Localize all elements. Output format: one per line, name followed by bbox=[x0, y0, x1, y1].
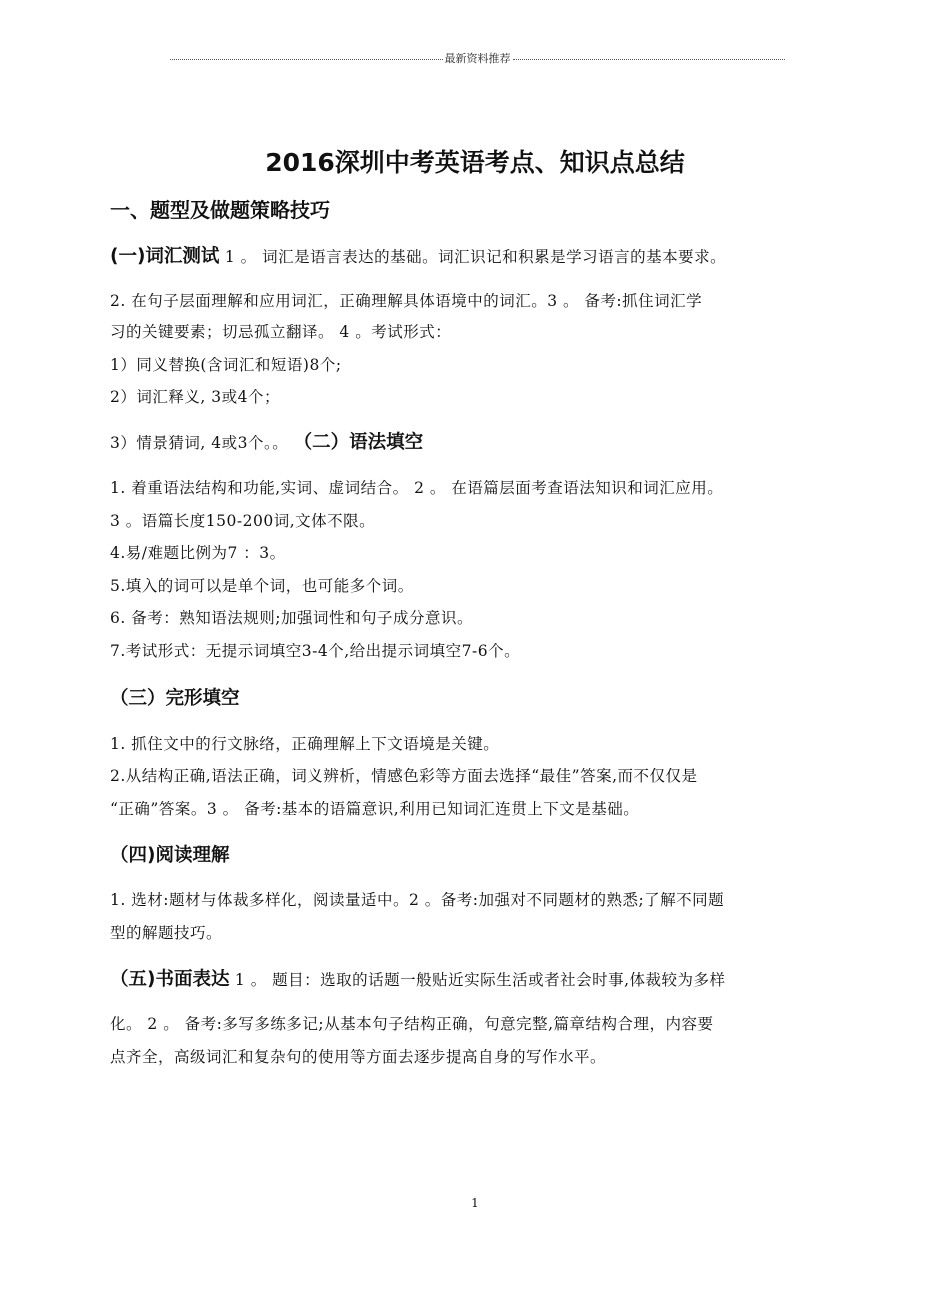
paragraph-line: 型的解题技巧。 bbox=[110, 924, 223, 942]
paragraph-line: 4.易/难题比例为7 ：3。 bbox=[110, 544, 286, 562]
document-title: 2016深圳中考英语考点、知识点总结 bbox=[265, 148, 685, 177]
paragraph-vocab-1 bbox=[110, 242, 726, 268]
paragraph-line: 5.填入的词可以是单个词，也可能多个词。 bbox=[110, 577, 414, 595]
paragraph-grammar-head bbox=[110, 428, 423, 454]
subheading-writing: （五)书面表达 bbox=[110, 969, 230, 990]
paragraph-line: 6. 备考：熟知语法规则;加强词性和句子成分意识。 bbox=[110, 609, 473, 627]
subheading-reading: （四)阅读理解 bbox=[110, 845, 230, 866]
paragraph-line: 2）词汇释义, 3或4个； bbox=[110, 388, 280, 406]
paragraph-line: 2.从结构正确,语法正确，词义辨析，情感色彩等方面去选择“最佳”答案,而不仅仅是 bbox=[110, 767, 698, 785]
subheading-cloze: （三）完形填空 bbox=[110, 688, 240, 709]
header-dots-right bbox=[513, 59, 786, 60]
paragraph-line: 3 。语篇长度150-200词,文体不限。 bbox=[110, 512, 376, 530]
header-label: 最新资料推荐 bbox=[444, 52, 511, 65]
paragraph-text: 3）情景猜词, 4或3个。。 bbox=[110, 434, 289, 452]
paragraph-text: 1 。 题目：选取的话题一般贴近实际生活或者社会时事,体裁较为多样 bbox=[234, 971, 726, 989]
paragraph-writing-1 bbox=[110, 965, 726, 991]
paragraph-line: 习的关键要素；切忌孤立翻译。 4 。考试形式： bbox=[110, 323, 452, 341]
paragraph-line: 1）同义替换(含词汇和短语)8个; bbox=[110, 356, 342, 374]
paragraph-line: 1. 选材:题材与体裁多样化，阅读量适中。2 。备考:加强对不同题材的熟悉;了解不同题 bbox=[110, 891, 725, 909]
paragraph-line: 2. 在句子层面理解和应用词汇，正确理解具体语境中的词汇。3 。 备考:抓住词汇学 bbox=[110, 292, 703, 310]
section-heading-1: 一、题型及做题策略技巧 bbox=[110, 198, 330, 222]
subheading-vocab: (一)词汇测试 bbox=[110, 246, 220, 267]
running-header bbox=[170, 50, 785, 66]
paragraph-line: “正确”答案。3 。 备考:基本的语篇意识,利用已知词汇连贯上下文是基础。 bbox=[110, 800, 640, 818]
header-dots-left bbox=[170, 59, 443, 60]
paragraph-line: 1. 着重语法结构和功能,实词、虚词结合。 2 。 在语篇层面考查语法知识和词汇应用。 bbox=[110, 479, 724, 497]
paragraph-line: 7.考试形式：无提示词填空3-4个,给出提示词填空7-6个。 bbox=[110, 642, 521, 660]
page-number: 1 bbox=[471, 1196, 479, 1210]
subheading-grammar: （二）语法填空 bbox=[293, 432, 424, 453]
paragraph-line: 点齐全，高级词汇和复杂句的使用等方面去逐步提高自身的写作水平。 bbox=[110, 1048, 607, 1066]
paragraph-line: 化。 2 。 备考:多写多练多记;从基本句子结构正确，句意完整,篇章结构合理，内容要 bbox=[110, 1015, 714, 1033]
paragraph-line: 1. 抓住文中的行文脉络，正确理解上下文语境是关键。 bbox=[110, 735, 500, 753]
paragraph-text: 1 。 词汇是语言表达的基础。词汇识记和积累是学习语言的基本要求。 bbox=[224, 248, 727, 266]
